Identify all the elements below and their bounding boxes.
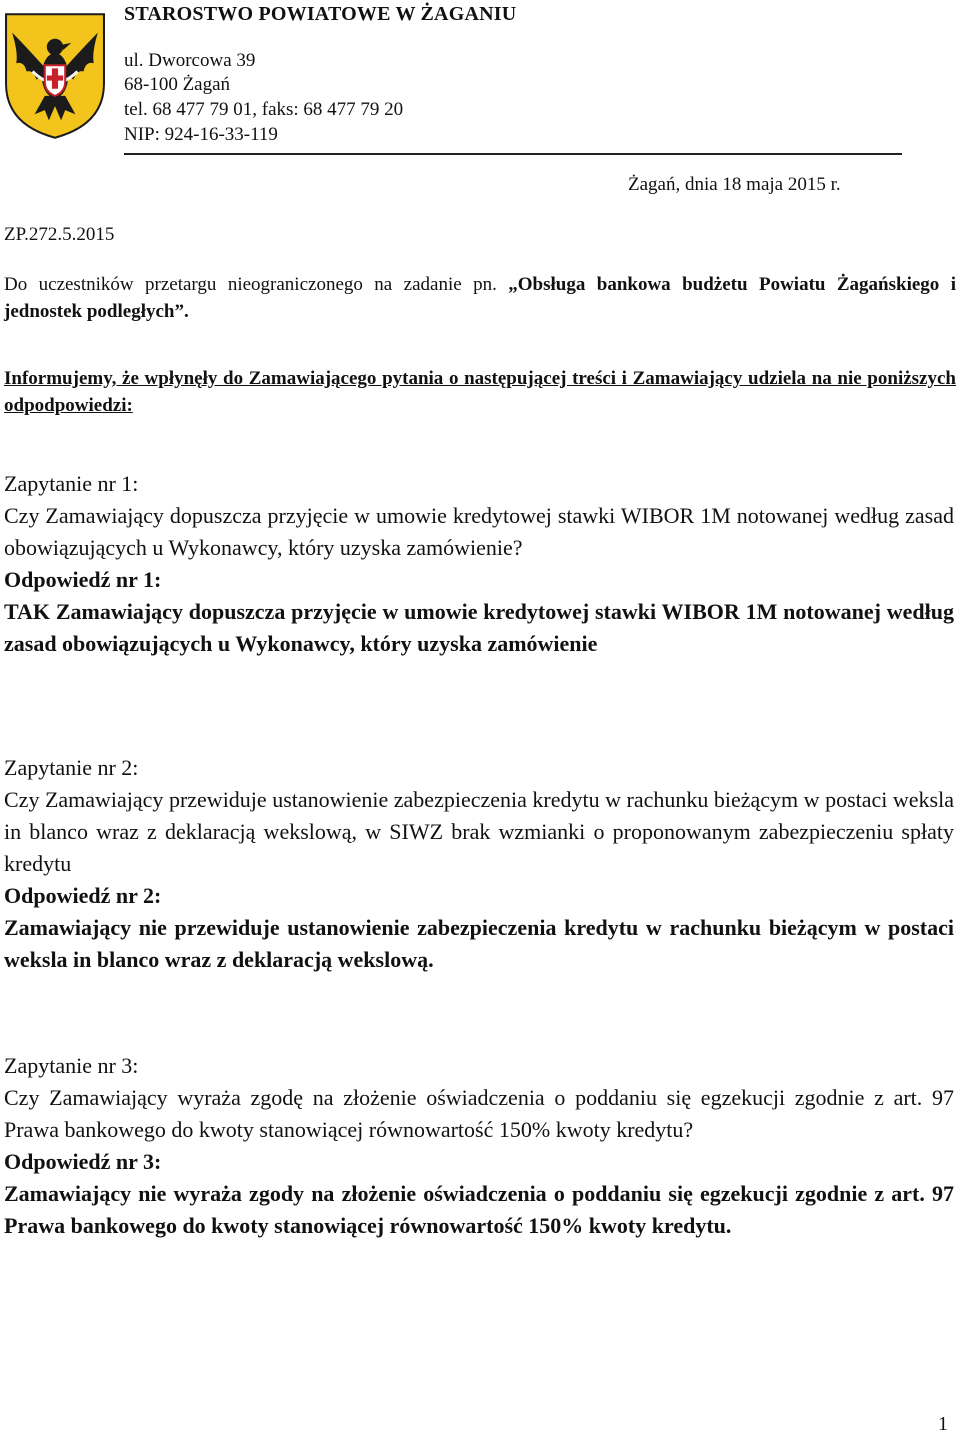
document-date: Żagań, dnia 18 maja 2015 r.: [628, 174, 841, 195]
small-shield-shape: [45, 65, 65, 96]
addressee-prefix: Do uczestników przetargu nieograniczonego na zadanie pn.: [4, 274, 509, 295]
address-nip: NIP: 924-16-33-119: [124, 124, 278, 145]
addressee-suffix: .: [184, 301, 189, 322]
question-label: Zapytanie nr 3:: [4, 1053, 139, 1078]
question-text: Czy Zamawiający wyraża zgodę na złożenie oświadczenia o poddaniu się egzekucji zgodnie z art. 97 Prawa bankowego do kwoty stanowiącej równowartość 150% kwoty kredytu?: [4, 1085, 954, 1142]
answer-text: Zamawiający nie przewiduje ustanowienie zabezpieczenia kredytu w rachunku bieżącym w postaci weksla in blanco wraz z deklaracją wekslową.: [4, 915, 954, 972]
question-label: Zapytanie nr 2:: [4, 755, 139, 780]
answer-label: Odpowiedź nr 3:: [4, 1149, 162, 1174]
question-text: Czy Zamawiający dopuszcza przyjęcie w umowie kredytowej stawki WIBOR 1M notowanej według zasad obowiązujących u Wykonawcy, który uzyska zamówienie?: [4, 503, 954, 560]
answer-text: TAK Zamawiający dopuszcza przyjęcie w umowie kredytowej stawki WIBOR 1M notowanej według zasad obowiązujących u Wykonawcy, który uzyska zamówienie: [4, 599, 954, 656]
addressee-line: [4, 271, 956, 325]
intro-paragraph: Informujemy, że wpłynęły do Zamawiającego pytania o następującej treści i Zamawiający udziela na nie poniższych odpodpowiedzi:: [4, 368, 956, 416]
coat-of-arms-logo: [4, 12, 106, 140]
office-name: STAROSTWO POWIATOWE W ŻAGANIU: [124, 3, 517, 25]
qa-block-1: [4, 468, 954, 660]
qa-block-2: [4, 752, 954, 976]
address-city: 68-100 Żagań: [124, 74, 231, 95]
answer-label: Odpowiedź nr 2:: [4, 883, 162, 908]
qa-block-3: [4, 1050, 954, 1242]
tender-title: „Obsługa bankowa budżetu Powiatu Żagańskiego i jednostek podległych”: [4, 274, 956, 322]
answer-label: Odpowiedź nr 1:: [4, 567, 162, 592]
answer-text: Zamawiający nie wyraża zgody na złożenie oświadczenia o poddaniu się egzekucji zgodnie z art. 97 Prawa bankowego do kwoty stanowiącej równowartość 150% kwoty kredytu.: [4, 1181, 954, 1238]
question-label: Zapytanie nr 1:: [4, 471, 139, 496]
address-street: ul. Dworcowa 39: [124, 50, 256, 71]
header-divider: [124, 153, 902, 155]
document-reference: ZP.272.5.2015: [4, 224, 115, 245]
question-text: Czy Zamawiający przewiduje ustanowienie zabezpieczenia kredytu w rachunku bieżącym w postaci weksla in blanco wraz z deklaracją wekslową, w SIWZ brak wzmianki o proponowanym zabezpieczeniu spłaty kredytu: [4, 787, 954, 876]
page-number: 1: [938, 1413, 948, 1435]
address-phone: tel. 68 477 79 01, faks: 68 477 79 20: [124, 99, 404, 120]
